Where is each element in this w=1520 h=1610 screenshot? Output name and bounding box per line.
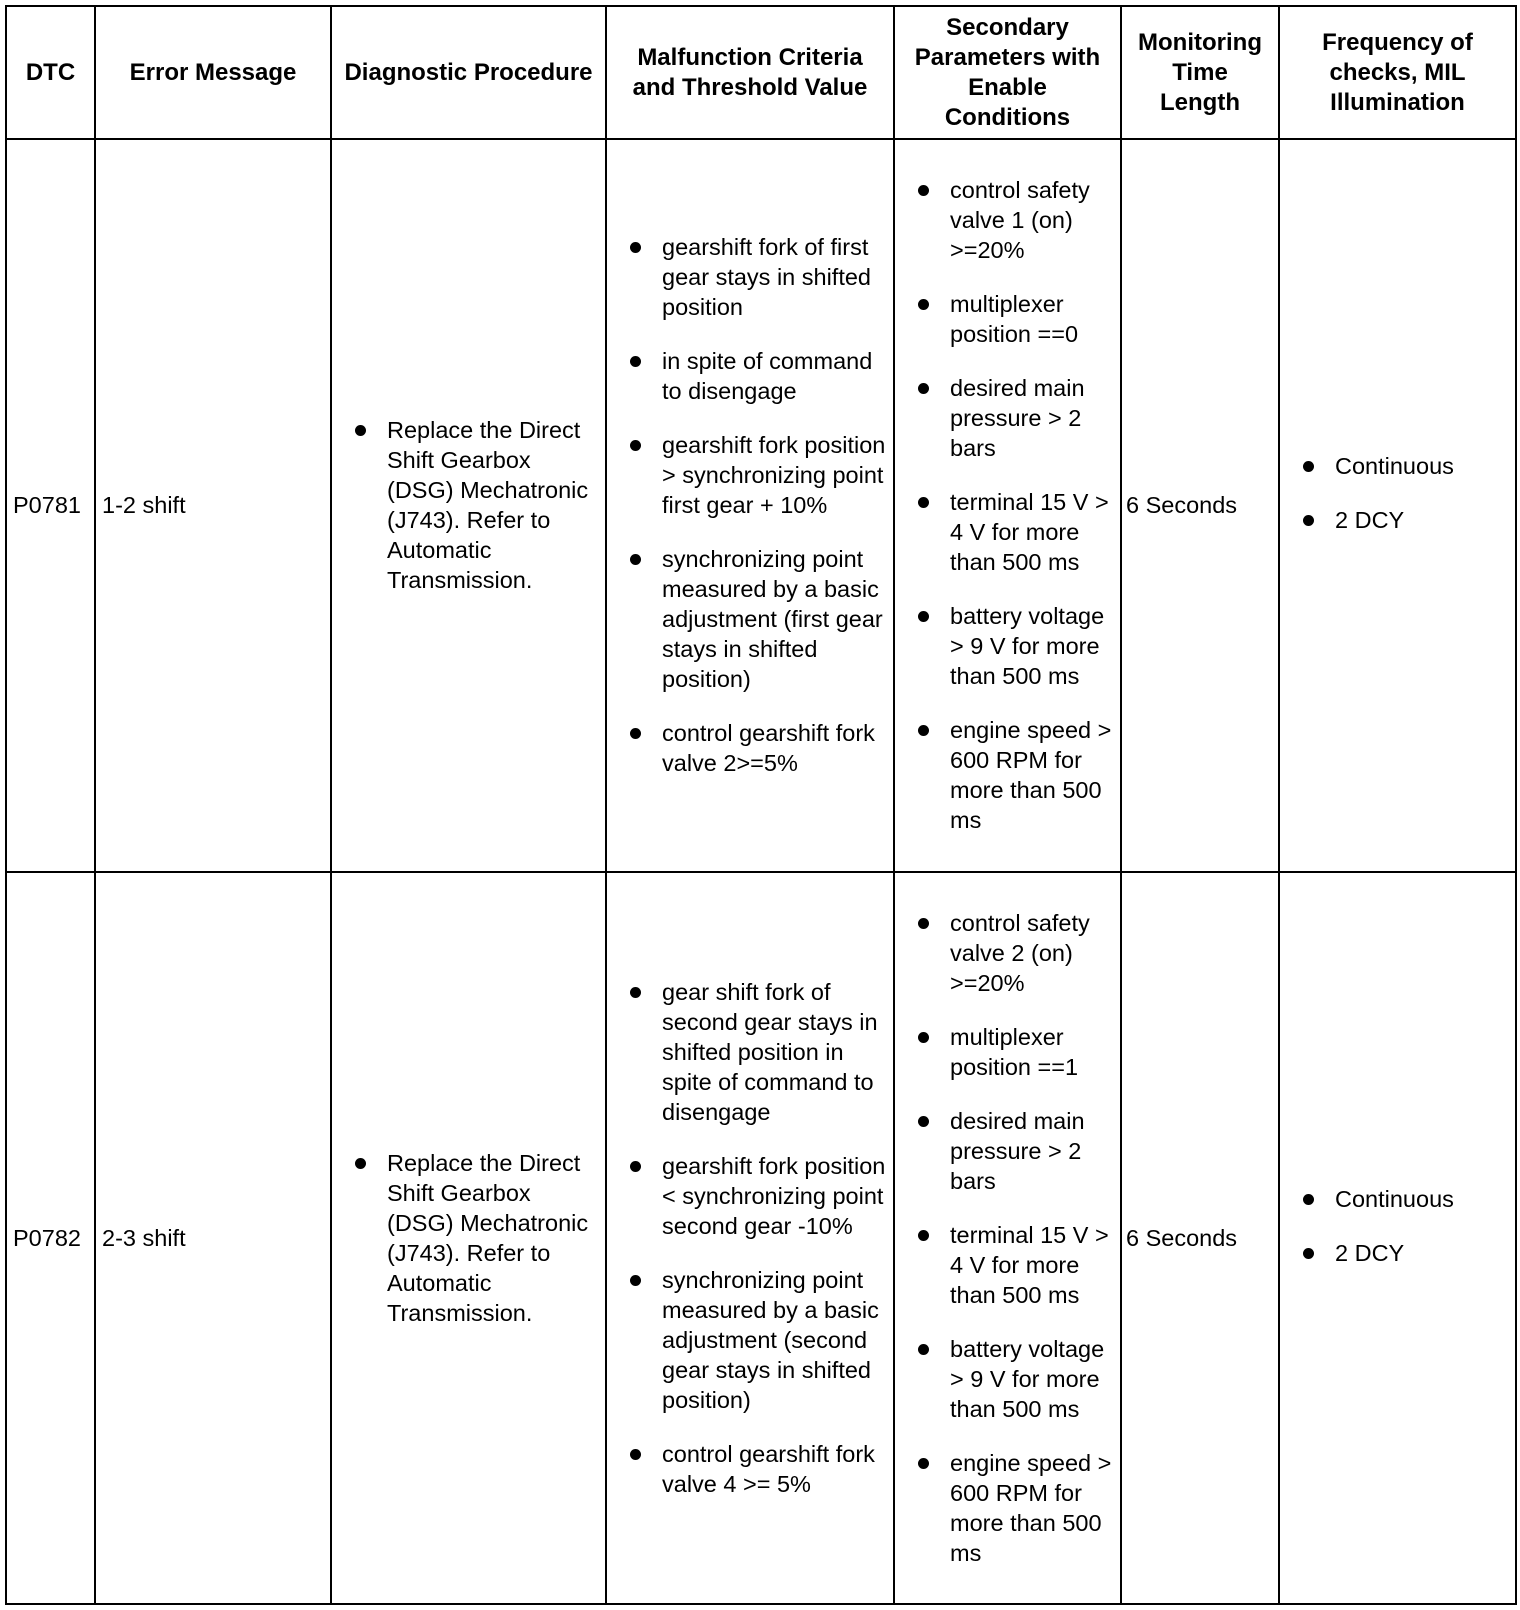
list-item: battery voltage > 9 V for more than 500 ms (895, 1334, 1120, 1424)
error-message: 1-2 shift (95, 139, 331, 872)
header-row (6, 6, 1516, 139)
error-message: 2-3 shift (95, 872, 331, 1605)
list-item: desired main pressure > 2 bars (895, 373, 1120, 463)
dtc-code: P0781 (6, 139, 95, 872)
list-item: multiplexer position ==0 (895, 289, 1120, 349)
criteria-list (607, 232, 893, 778)
list-item: gearshift fork of first gear stays in shifted position (607, 232, 893, 322)
secondary-parameters (894, 139, 1121, 872)
malfunction-criteria (606, 872, 894, 1605)
list-item: control safety valve 2 (on) >=20% (895, 908, 1120, 998)
header-diagnostic-procedure: Diagnostic Procedure (331, 6, 606, 139)
list-item: 2 DCY (1280, 1238, 1515, 1268)
list-item: terminal 15 V > 4 V for more than 500 ms (895, 1220, 1120, 1310)
list-item: control gearshift fork valve 2>=5% (607, 718, 893, 778)
list-item: Continuous (1280, 451, 1515, 481)
frequency-list (1280, 451, 1515, 535)
header-dtc: DTC (6, 6, 95, 139)
list-item: gear shift fork of second gear stays in shifted position in spite of command to disengage (607, 977, 893, 1127)
malfunction-criteria (606, 139, 894, 872)
list-item: Continuous (1280, 1184, 1515, 1214)
list-item: control safety valve 1 (on) >=20% (895, 175, 1120, 265)
table-row (6, 139, 1516, 872)
list-item: engine speed > 600 RPM for more than 500 ms (895, 1448, 1120, 1568)
list-item: in spite of command to disengage (607, 346, 893, 406)
header-secondary-parameters: Secondary Parameters with Enable Conditions (894, 6, 1121, 139)
list-item: engine speed > 600 RPM for more than 500 ms (895, 715, 1120, 835)
diagnostic-procedure (331, 872, 606, 1605)
dtc-table (5, 5, 1517, 1605)
header-error-message: Error Message (95, 6, 331, 139)
list-item: multiplexer position ==1 (895, 1022, 1120, 1082)
monitoring-time: 6 Seconds (1121, 139, 1279, 872)
list-item: control gearshift fork valve 4 >= 5% (607, 1439, 893, 1499)
frequency (1279, 872, 1516, 1605)
list-item: gearshift fork position < synchronizing point second gear -10% (607, 1151, 893, 1241)
frequency (1279, 139, 1516, 872)
table-row (6, 872, 1516, 1605)
list-item: desired main pressure > 2 bars (895, 1106, 1120, 1196)
secondary-parameters (894, 872, 1121, 1605)
list-item: 2 DCY (1280, 505, 1515, 535)
list-item: synchronizing point measured by a basic adjustment (second gear stays in shifted position) (607, 1265, 893, 1415)
list-item: Replace the Direct Shift Gearbox (DSG) Mechatronic (J743). Refer to Automatic Transmission. (332, 1148, 605, 1328)
header-malfunction-criteria: Malfunction Criteria and Threshold Value (606, 6, 894, 139)
secondary-list (895, 908, 1120, 1568)
dtc-code: P0782 (6, 872, 95, 1605)
frequency-list (1280, 1184, 1515, 1268)
header-monitoring-time: Monitoring Time Length (1121, 6, 1279, 139)
list-item: synchronizing point measured by a basic adjustment (first gear stays in shifted position) (607, 544, 893, 694)
criteria-list (607, 977, 893, 1499)
header-frequency: Frequency of checks, MIL Illumination (1279, 6, 1516, 139)
procedure-list (332, 415, 605, 595)
monitoring-time: 6 Seconds (1121, 872, 1279, 1605)
procedure-list (332, 1148, 605, 1328)
list-item: gearshift fork position > synchronizing point first gear + 10% (607, 430, 893, 520)
secondary-list (895, 175, 1120, 835)
diagnostic-procedure (331, 139, 606, 872)
list-item: terminal 15 V > 4 V for more than 500 ms (895, 487, 1120, 577)
list-item: battery voltage > 9 V for more than 500 ms (895, 601, 1120, 691)
list-item: Replace the Direct Shift Gearbox (DSG) Mechatronic (J743). Refer to Automatic Transmission. (332, 415, 605, 595)
